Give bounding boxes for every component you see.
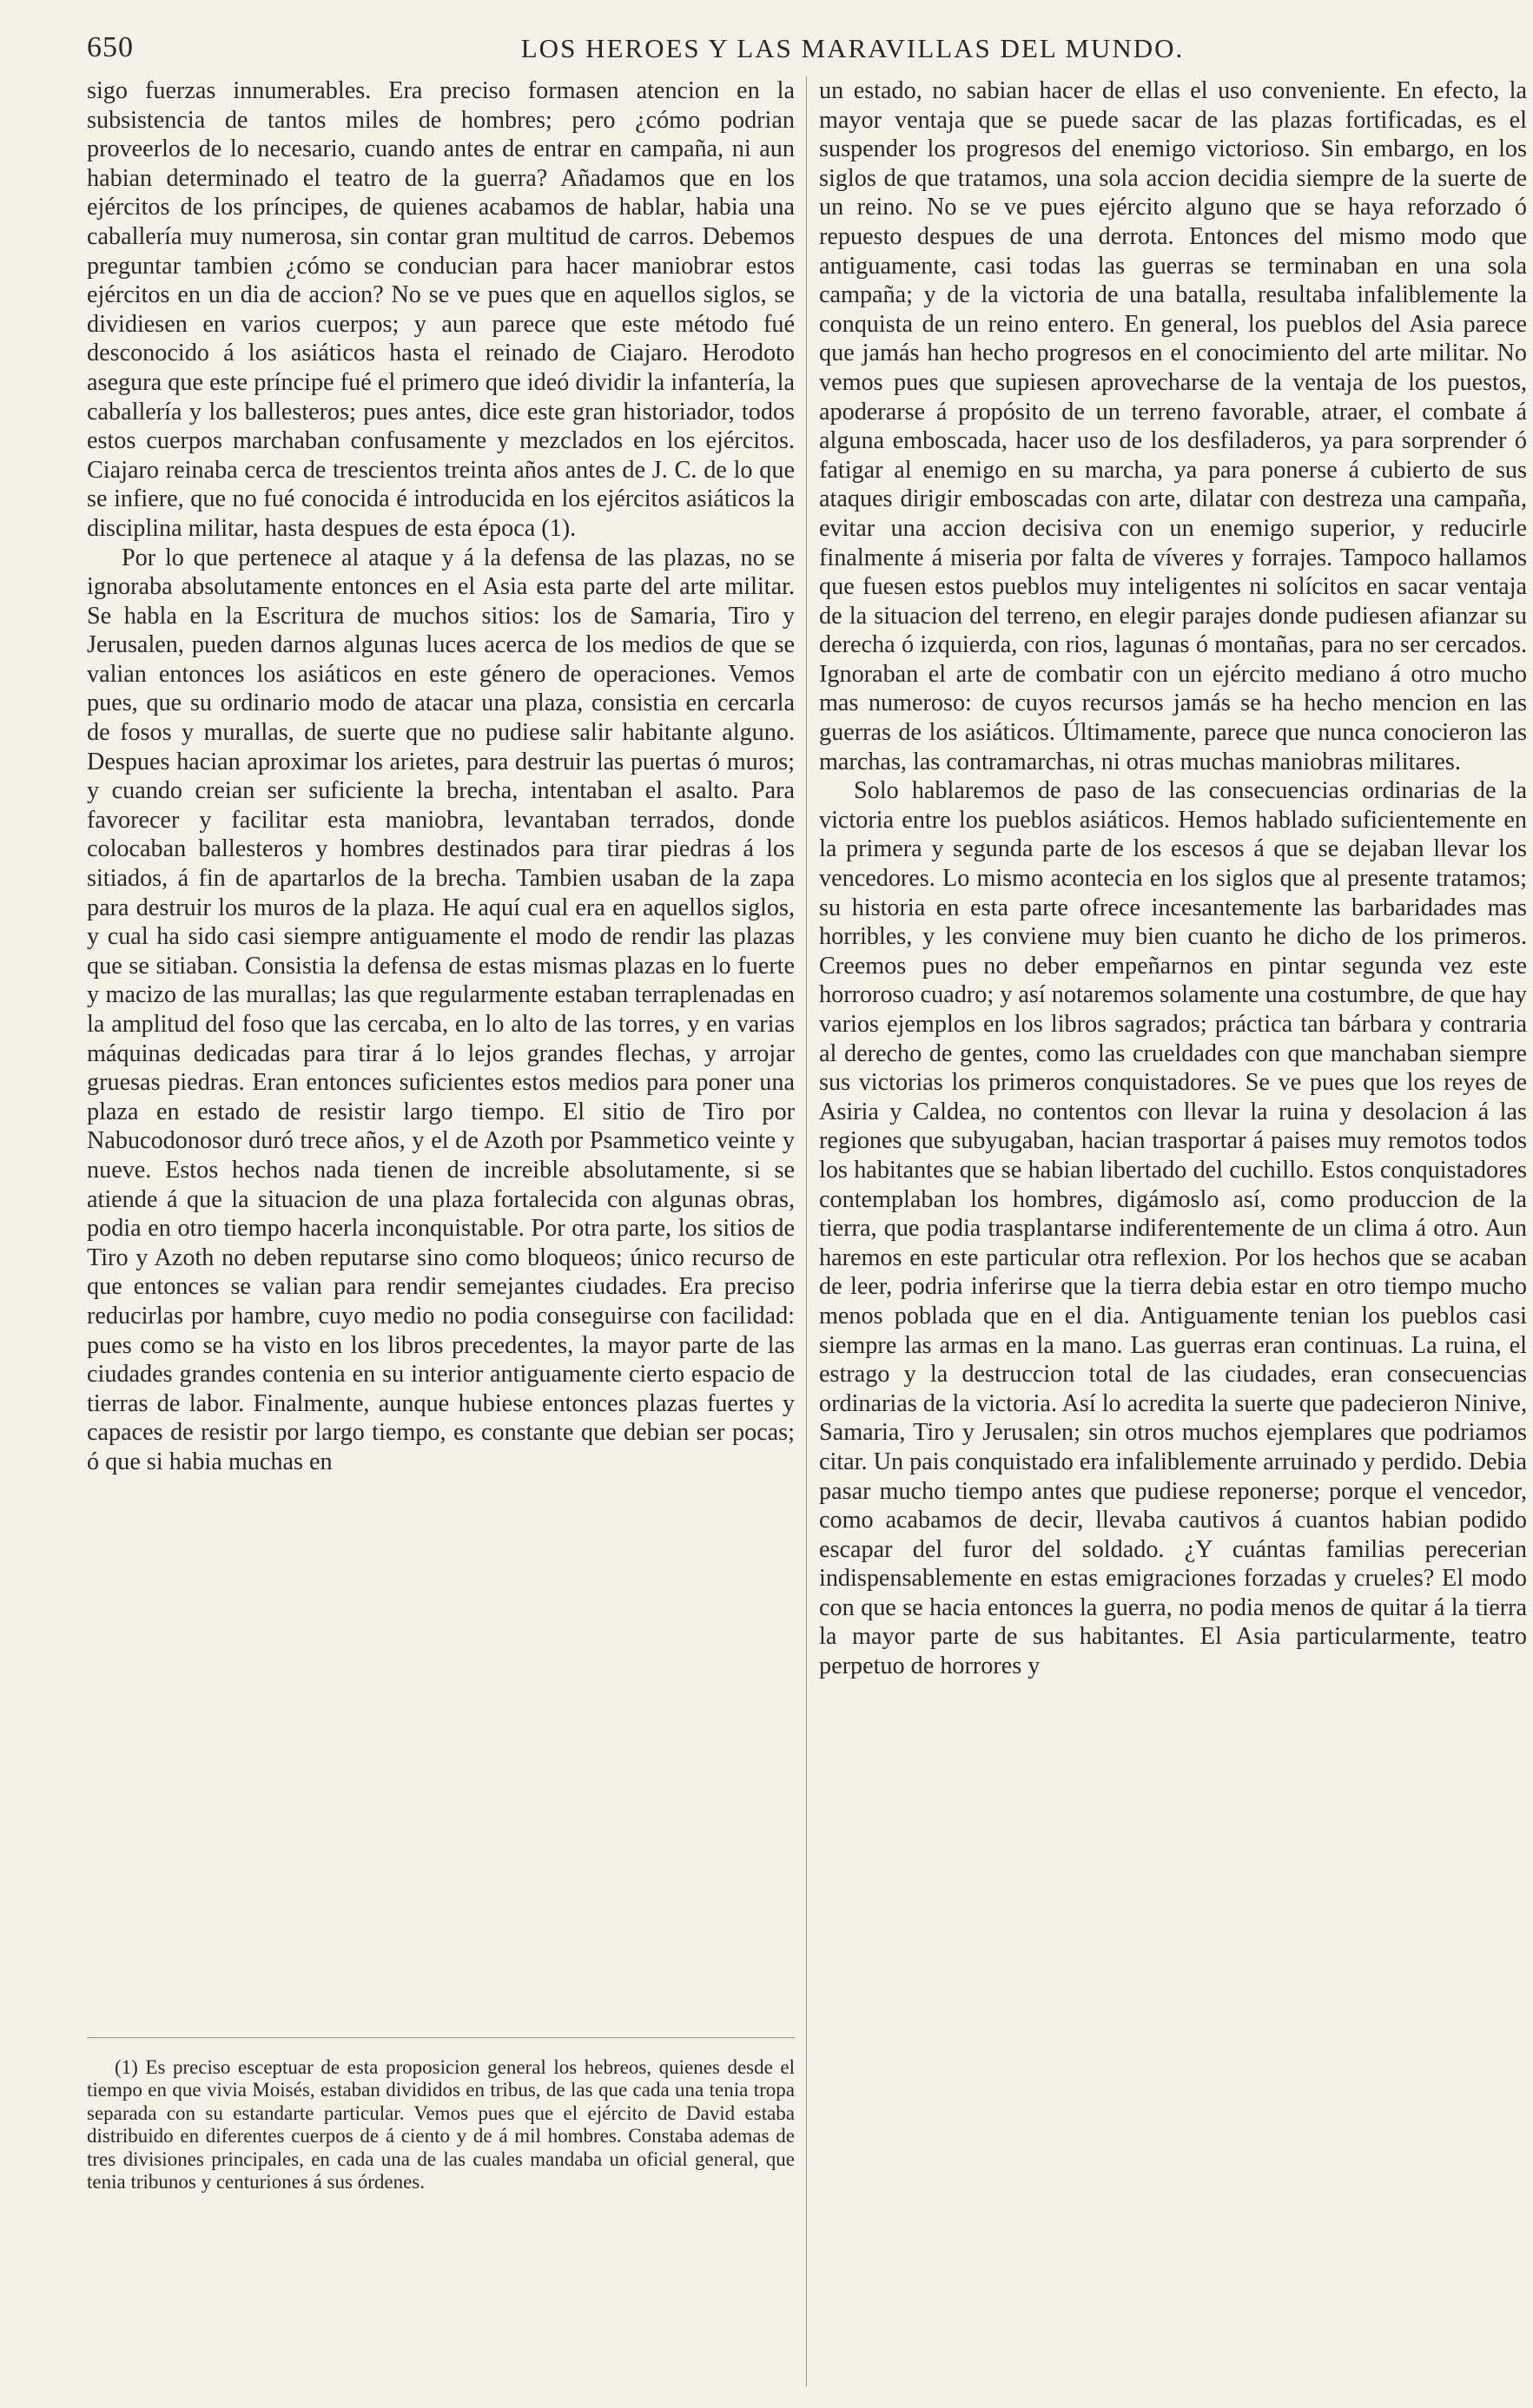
text-columns <box>87 76 1527 2395</box>
footnote <box>87 2056 795 2194</box>
footnote-text: (1) Es preciso esceptuar de esta proposicion general los hebreos, quienes desde el tiempo en que vivia Moisés, estaban divididos en tribus, de las que cada una tenia tropa separada con su estandarte particular. Vemos pues que el ejército de David estaba distribuido en diferentes cuerpos de á ciento y de á mil hombres. Constaba ademas de tres divisiones principales, en cada una de las cuales mandaba un oficial general, que tenia tribunos y centuriones á sus órdenes. <box>87 2056 795 2194</box>
paragraph: sigo fuerzas innumerables. Era preciso formasen atencion en la subsistencia de tantos miles de hombres; pero ¿cómo podrian proveerlos de lo necesario, cuando antes de entrar en campaña, ni aun habian determinado el teatro de la guerra? Añadamos que en los ejércitos de los príncipes, de quienes acabamos de hablar, habia una caballería muy numerosa, sin contar gran multitud de carros. Debemos preguntar tambien ¿cómo se conducian para hacer maniobrar estos ejércitos en un dia de accion? No se ve pues que en aquellos siglos, se dividiesen en varios cuerpos; y aun parece que este método fué desconocido á los asiáticos hasta el reinado de Ciajaro. Herodoto asegura que este príncipe fué el primero que ideó dividir la infantería, la caballería y los ballesteros; pues antes, dice este gran historiador, todos estos cuerpos marchaban confusamente y mezclados en los ejércitos. Ciajaro reinaba cerca de trescientos treinta años antes de J. C. de lo que se infiere, que no fué conocida é introducida en los ejércitos asiáticos la disciplina militar, hasta despues de esta época (1). <box>87 77 795 542</box>
page-header <box>87 24 1514 78</box>
page-number: 650 <box>87 31 134 63</box>
paragraph: un estado, no sabian hacer de ellas el uso conveniente. En efecto, la mayor ventaja que se puede sacar de las plazas fortificadas, es el suspender los progresos del enemigo victorioso. Sin embargo, en los siglos de que tratamos, una sola accion decidia siempre de la suerte de un reino. No se ve pues ejército alguno que se haya reforzado ó repuesto despues de una derrota. Entonces del mismo modo que antiguamente, casi todas las guerras se terminaban en una sola campaña; y de la victoria de una batalla, resultaba infaliblemente la conquista de un reino entero. En general, los pueblos del Asia parece que jamás han hecho progresos en el conocimiento del arte militar. No vemos pues que supiesen aprovecharse de la ventaja de los puestos, apoderarse á propósito de un terreno favorable, atraer, el combate á alguna emboscada, hacer uso de los desfiladeros, ya para sorprender ó fatigar al enemigo en su marcha, ya para ponerse á cubierto de sus ataques dirigir emboscadas con arte, dilatar con destreza una campaña, evitar una accion decisiva con un enemigo superior, y reducirle finalmente á miseria por falta de víveres y forrajes. Tampoco hallamos que fuesen estos pueblos muy inteligentes ni solícitos en sacar ventaja de la situacion del terreno, en elegir parajes donde pudiesen afianzar su derecha ó izquierda, con rios, lagunas ó montañas, para no ser cercados. Ignoraban el arte de combatir con un ejército mediano á otro mucho mas numeroso: de cuyos recursos jamás se ha hecho mencion en las guerras de los asiáticos. Últimamente, parece que nunca conocieron las marchas, las contramarchas, ni otras muchas maniobras militares. <box>819 77 1527 775</box>
right-column <box>819 76 1527 1681</box>
column-divider <box>806 76 807 2386</box>
running-title: LOS HEROES Y LAS MARAVILLAS DEL MUNDO. <box>520 33 1185 63</box>
paragraph: Por lo que pertenece al ataque y á la defensa de las plazas, no se ignoraba absolutamente entonces en el Asia esta parte del arte militar. Se habla en la Escritura de muchos sitios: los de Samaria, Tiro y Jerusalen, pueden darnos algunas luces acerca de los medios de que se valian entonces los asiáticos en este género de operaciones. Vemos pues, que su ordinario modo de atacar una plaza, consistia en cercarla de fosos y murallas, de suerte que no pudiese salir habitante alguno. Despues hacian aproximar los arietes, para destruir las puertas ó muros; y cuando creian ser suficiente la brecha, intentaban el asalto. Para favorecer y facilitar esta maniobra, levantaban terrados, donde colocaban ballesteros y hombres destinados para tirar piedras á los sitiados, á fin de apartarlos de la brecha. Tambien usaban de la zapa para destruir los muros de la plaza. He aquí cual era en aquellos siglos, y cual ha sido casi siempre antiguamente el modo de rendir las plazas que se sitiaban. Consistia la defensa de estas mismas plazas en lo fuerte y macizo de las murallas; las que regularmente estaban terraplenadas en la amplitud del foso que las cercaba, en lo alto de las torres, y en varias máquinas dedicadas para tirar á lo lejos grandes flechas, y arrojar gruesas piedras. Eran entonces suficientes estos medios para poner una plaza en estado de resistir largo tiempo. El sitio de Tiro por Nabucodonosor duró trece años, y el de Azoth por Psammetico veinte y nueve. Estos hechos nada tienen de increible absolutamente, si se atiende á que la situacion de una plaza fortalecida con algunas obras, podia en otro tiempo hacerla inconquistable. Por otra parte, los sitios de Tiro y Azoth no deben reputarse sino como bloqueos; único recurso de que entonces se valian para rendir semejantes ciudades. Era preciso reducirlas por hambre, cuyo medio no podia conseguirse con facilidad: pues como se ha visto en los libros precedentes, la mayor parte de las ciudades grandes contenia en su interior antiguamente cierto espacio de tierras de labor. Finalmente, aunque hubiese entonces plazas fuertes y capaces de resistir por largo tiempo, es constante que debian ser pocas; ó que si habia muchas en <box>87 544 795 1475</box>
footnote-rule <box>87 2037 795 2038</box>
left-column <box>87 76 795 1477</box>
paragraph: Solo hablaremos de paso de las consecuencias ordinarias de la victoria entre los pueblos asiáticos. Hemos hablado suficientemente en la primera y segunda parte de los escesos á que se dejaban llevar los vencedores. Lo mismo acontecia en los siglos que al presente tratamos; su historia en esta parte ofrece incesantemente las barbaridades mas horribles, y les conviene muy bien cuanto he dicho de los primeros. Creemos pues no deber empeñarnos en pintar segunda vez este horroroso cuadro; y así notaremos solamente una costumbre, de que hay varios ejemplos en los libros sagrados; práctica tan bárbara y contraria al derecho de gentes, como las crueldades con que manchaban siempre sus victorias los primeros conquistadores. Se ve pues que los reyes de Asiria y Caldea, no contentos con llevar la ruina y desolacion á las regiones que subyugaban, hacian trasportar á paises muy remotos todos los habitantes que se habian libertado del cuchillo. Estos conquistadores contemplaban los hombres, digámoslo así, como produccion de la tierra, que podia trasplantarse indiferentemente de un clima á otro. Aun haremos en este particular otra reflexion. Por los hechos que se acaban de leer, podria inferirse que la tierra debia estar en otro tiempo mucho menos poblada que en el dia. Antiguamente tenian los pueblos casi siempre las armas en la mano. Las guerras eran continuas. La ruina, el estrago y la destruccion total de las ciudades, eran consecuencias ordinarias de la victoria. Así lo acredita la suerte que padecieron Ninive, Samaria, Tiro y Jerusalen; sin otros muchos ejemplares que podriamos citar. Un pais conquistado era infaliblemente arruinado y perdido. Debia pasar mucho tiempo antes que pudiese reponerse; porque el vencedor, como acabamos de decir, llevaba cautivos á cuantos habian podido escapar del furor del soldado. ¿Y cuántas familias perecerian indispensablemente en estas emigraciones forzadas y crueles? El modo con que se hacia entonces la guerra, no podia menos de quitar á la tierra la mayor parte de sus habitantes. El Asia particularmente, teatro perpetuo de horrores y <box>819 777 1527 1680</box>
